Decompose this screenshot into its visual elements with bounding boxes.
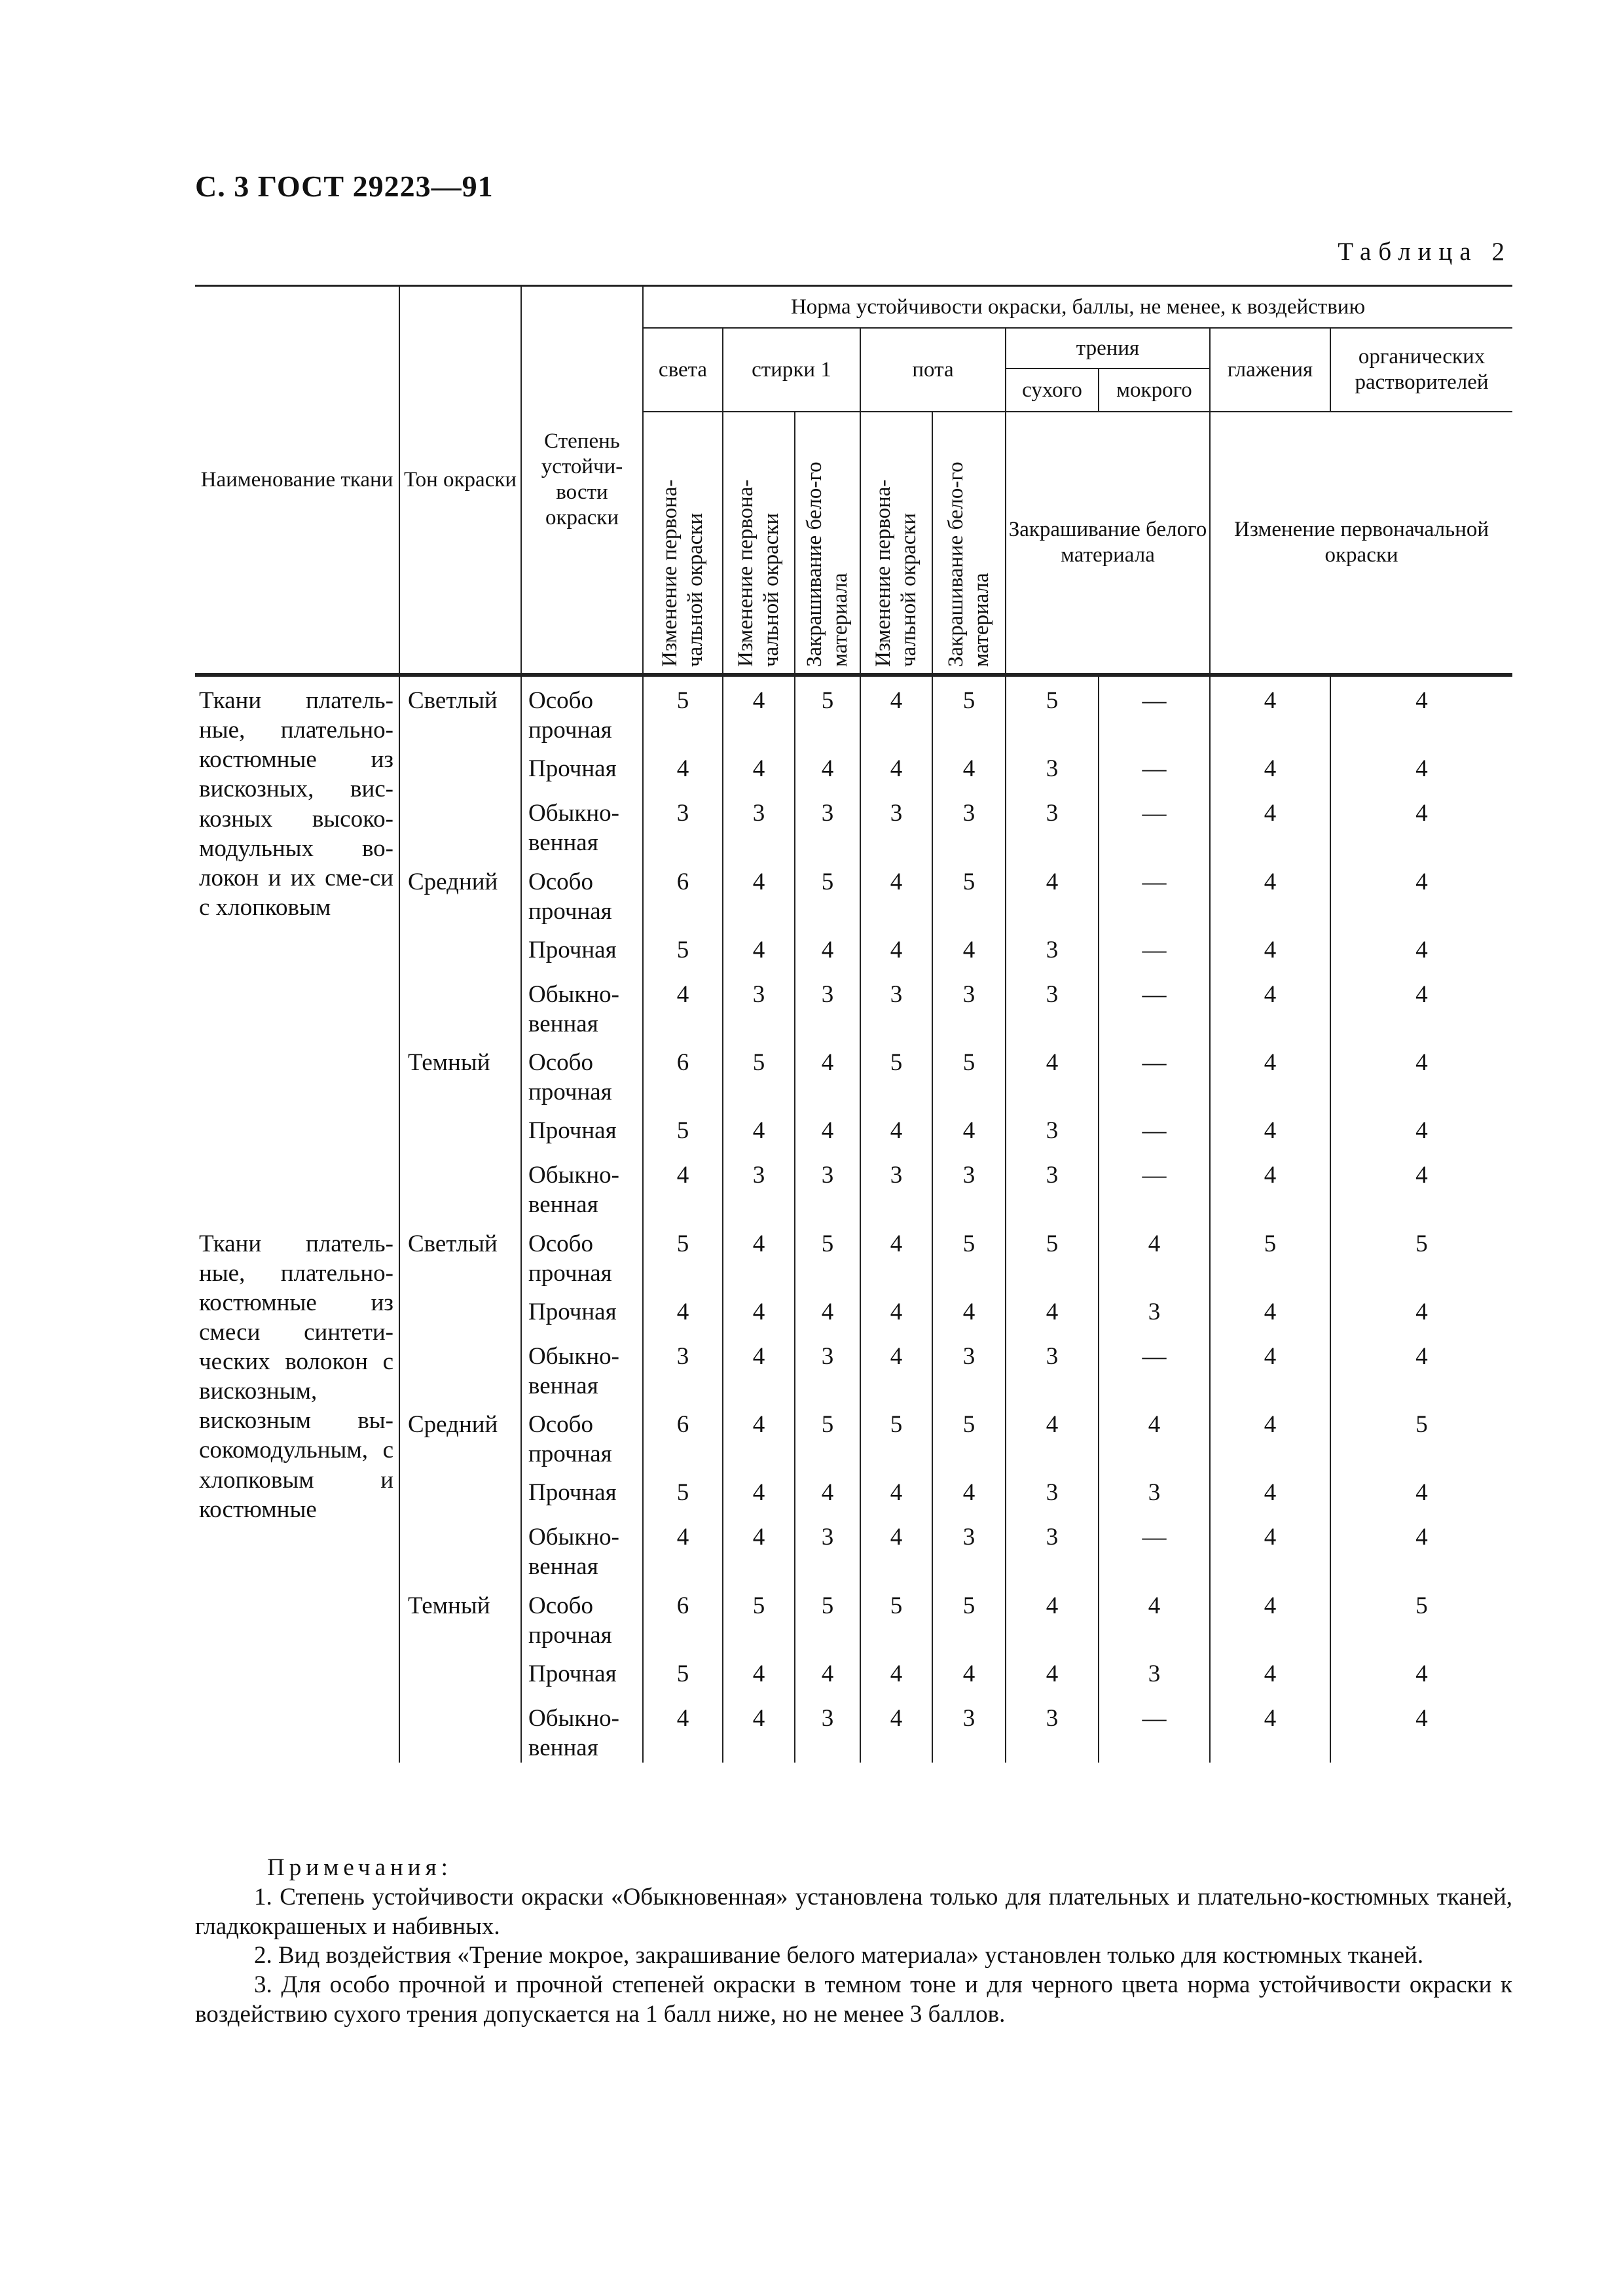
- value-cell-rub-wet: —: [1099, 1695, 1210, 1763]
- value-cell-solvents: 4: [1330, 1333, 1512, 1401]
- value-cell-rub-wet: —: [1099, 926, 1210, 971]
- value-cell-rub-dry: 3: [1006, 1695, 1099, 1763]
- value-cell-sweat-change: 3: [860, 1151, 932, 1219]
- value-cell-sweat-stain: 4: [932, 745, 1006, 789]
- value-cell-sweat-stain: 4: [932, 1650, 1006, 1695]
- page-header: С. 3 ГОСТ 29223—91: [195, 170, 494, 203]
- degree-cell: Обыкно-венная: [521, 789, 643, 857]
- value-cell-wash-change: 4: [723, 1401, 795, 1469]
- value-cell-ironing: 4: [1210, 1582, 1330, 1650]
- value-cell-sweat-stain: 3: [932, 971, 1006, 1039]
- tone-cell: Средний: [399, 858, 521, 1039]
- degree-cell: Особо прочная: [521, 675, 643, 745]
- value-cell-light-change: 4: [643, 971, 723, 1039]
- degree-cell: Обыкно-венная: [521, 1513, 643, 1581]
- value-cell-light-change: 6: [643, 1401, 723, 1469]
- value-cell-solvents: 4: [1330, 789, 1512, 857]
- value-cell-rub-wet: —: [1099, 858, 1210, 926]
- value-cell-ironing: 4: [1210, 926, 1330, 971]
- table-row: [195, 1220, 1512, 1288]
- value-cell-sweat-stain: 3: [932, 1151, 1006, 1219]
- value-cell-rub-wet: —: [1099, 1039, 1210, 1107]
- value-cell-ironing: 4: [1210, 1401, 1330, 1469]
- header-fabric-name: Наименование ткани: [195, 286, 399, 675]
- value-cell-sweat-stain: 5: [932, 1039, 1006, 1107]
- value-cell-light-change: 4: [643, 1513, 723, 1581]
- fabric-name-cell: Ткани платель-ные, плательно-костюмные из вискозных, вис-козных высоко-модульных во-локон и их сме-си с хлопковым: [195, 675, 399, 1220]
- value-cell-sweat-change: 4: [860, 745, 932, 789]
- value-cell-ironing: 4: [1210, 745, 1330, 789]
- value-cell-wash-change: 4: [723, 858, 795, 926]
- value-cell-rub-wet: —: [1099, 789, 1210, 857]
- value-cell-wash-change: 5: [723, 1582, 795, 1650]
- value-cell-sweat-change: 3: [860, 789, 932, 857]
- value-cell-solvents: 4: [1330, 675, 1512, 745]
- header-change-sweat: Изменение первона-чальной окраски: [860, 412, 932, 675]
- tone-cell: Темный: [399, 1039, 521, 1220]
- value-cell-ironing: 4: [1210, 1151, 1330, 1219]
- value-cell-sweat-stain: 5: [932, 1220, 1006, 1288]
- value-cell-light-change: 5: [643, 1107, 723, 1151]
- value-cell-light-change: 3: [643, 1333, 723, 1401]
- value-cell-sweat-change: 5: [860, 1401, 932, 1469]
- degree-cell: Особо прочная: [521, 1039, 643, 1107]
- value-cell-wash-stain: 3: [795, 1151, 860, 1219]
- value-cell-wash-change: 4: [723, 1513, 795, 1581]
- degree-cell: Обыкно-венная: [521, 971, 643, 1039]
- value-cell-wash-change: 4: [723, 745, 795, 789]
- value-cell-solvents: 4: [1330, 1695, 1512, 1763]
- degree-cell: Особо прочная: [521, 1401, 643, 1469]
- value-cell-wash-change: 4: [723, 1469, 795, 1513]
- value-cell-wash-stain: 4: [795, 1288, 860, 1333]
- value-cell-sweat-change: 4: [860, 858, 932, 926]
- value-cell-wash-change: 3: [723, 971, 795, 1039]
- degree-cell: Особо прочная: [521, 858, 643, 926]
- value-cell-light-change: 5: [643, 926, 723, 971]
- tone-cell: Светлый: [399, 1220, 521, 1401]
- value-cell-rub-wet: 3: [1099, 1469, 1210, 1513]
- value-cell-light-change: 6: [643, 858, 723, 926]
- value-cell-sweat-change: 5: [860, 1039, 932, 1107]
- value-cell-light-change: 5: [643, 675, 723, 745]
- degree-cell: Прочная: [521, 1650, 643, 1695]
- value-cell-ironing: 4: [1210, 1513, 1330, 1581]
- table-caption: Таблица 2: [1338, 238, 1512, 266]
- value-cell-wash-stain: 5: [795, 1582, 860, 1650]
- value-cell-solvents: 4: [1330, 858, 1512, 926]
- header-stain-rubbing: Закрашивание белого материала: [1006, 412, 1210, 675]
- value-cell-solvents: 4: [1330, 971, 1512, 1039]
- degree-cell: Прочная: [521, 926, 643, 971]
- value-cell-solvents: 4: [1330, 1650, 1512, 1695]
- header-washing: стирки 1: [723, 328, 860, 412]
- value-cell-wash-change: 3: [723, 1151, 795, 1219]
- value-cell-rub-wet: —: [1099, 1513, 1210, 1581]
- value-cell-rub-dry: 3: [1006, 1513, 1099, 1581]
- value-cell-solvents: 4: [1330, 1288, 1512, 1333]
- value-cell-wash-stain: 3: [795, 1333, 860, 1401]
- value-cell-wash-change: 4: [723, 1695, 795, 1763]
- value-cell-rub-dry: 3: [1006, 1469, 1099, 1513]
- tone-cell: Средний: [399, 1401, 521, 1582]
- value-cell-sweat-change: 4: [860, 1288, 932, 1333]
- value-cell-rub-wet: 4: [1099, 1582, 1210, 1650]
- value-cell-sweat-change: 4: [860, 1333, 932, 1401]
- value-cell-sweat-stain: 5: [932, 1582, 1006, 1650]
- notes: [195, 1854, 1512, 2030]
- value-cell-sweat-change: 4: [860, 1107, 932, 1151]
- header-solvents: органических растворителей: [1330, 328, 1512, 412]
- header-change-light: Изменение первона-чальной окраски: [643, 412, 723, 675]
- value-cell-wash-change: 4: [723, 1288, 795, 1333]
- header-tone: Тон окраски: [399, 286, 521, 675]
- value-cell-wash-change: 5: [723, 1039, 795, 1107]
- degree-cell: Прочная: [521, 1107, 643, 1151]
- value-cell-rub-wet: —: [1099, 1333, 1210, 1401]
- value-cell-ironing: 4: [1210, 1650, 1330, 1695]
- value-cell-wash-change: 4: [723, 1650, 795, 1695]
- norms-table: [195, 285, 1512, 1763]
- value-cell-ironing: 4: [1210, 1333, 1330, 1401]
- value-cell-wash-change: 4: [723, 1220, 795, 1288]
- value-cell-wash-change: 4: [723, 1333, 795, 1401]
- value-cell-solvents: 4: [1330, 1039, 1512, 1107]
- notes-title: Примечания:: [267, 1854, 452, 1881]
- note-2: 2. Вид воздействия «Трение мокрое, закрашивание белого материала» установлен только для костюмных тканей.: [254, 1942, 1424, 1969]
- value-cell-rub-wet: 3: [1099, 1650, 1210, 1695]
- value-cell-ironing: 4: [1210, 1469, 1330, 1513]
- value-cell-rub-dry: 3: [1006, 1333, 1099, 1401]
- value-cell-rub-wet: 4: [1099, 1220, 1210, 1288]
- value-cell-sweat-change: 3: [860, 971, 932, 1039]
- value-cell-wash-stain: 4: [795, 1039, 860, 1107]
- value-cell-solvents: 5: [1330, 1220, 1512, 1288]
- degree-cell: Обыкно-венная: [521, 1695, 643, 1763]
- value-cell-rub-wet: —: [1099, 675, 1210, 745]
- value-cell-light-change: 3: [643, 789, 723, 857]
- value-cell-light-change: 4: [643, 1695, 723, 1763]
- value-cell-wash-stain: 5: [795, 858, 860, 926]
- value-cell-wash-stain: 5: [795, 1220, 860, 1288]
- value-cell-wash-change: 4: [723, 675, 795, 745]
- value-cell-solvents: 5: [1330, 1401, 1512, 1469]
- value-cell-wash-stain: 4: [795, 745, 860, 789]
- value-cell-rub-dry: 4: [1006, 1288, 1099, 1333]
- value-cell-rub-wet: 4: [1099, 1401, 1210, 1469]
- value-cell-solvents: 4: [1330, 1107, 1512, 1151]
- value-cell-sweat-stain: 5: [932, 858, 1006, 926]
- fabric-name-cell: Ткани платель-ные, плательно-костюмные из смеси синтети-ческих волокон с вискозным, вискозным вы-сокомодульным, с хлопковым и костюмные: [195, 1220, 399, 1763]
- value-cell-ironing: 4: [1210, 858, 1330, 926]
- header-stain-wash: Закрашивание бело-го материала: [795, 412, 860, 675]
- value-cell-ironing: 4: [1210, 1107, 1330, 1151]
- degree-cell: Обыкно-венная: [521, 1333, 643, 1401]
- value-cell-sweat-stain: 4: [932, 1469, 1006, 1513]
- value-cell-rub-dry: 5: [1006, 1220, 1099, 1288]
- value-cell-solvents: 4: [1330, 745, 1512, 789]
- value-cell-light-change: 6: [643, 1582, 723, 1650]
- value-cell-wash-change: 4: [723, 926, 795, 971]
- value-cell-ironing: 4: [1210, 1695, 1330, 1763]
- value-cell-sweat-change: 4: [860, 675, 932, 745]
- note-3: 3. Для особо прочной и прочной степеней окраски в темном тоне и для черного цвета норма устойчивости окраски к воздействию сухого трения допускается на 1 балл ниже, но не менее 3 баллов.: [195, 1971, 1512, 2028]
- tone-cell: Светлый: [399, 675, 521, 858]
- value-cell-ironing: 4: [1210, 971, 1330, 1039]
- degree-cell: Прочная: [521, 1469, 643, 1513]
- value-cell-rub-dry: 3: [1006, 1151, 1099, 1219]
- value-cell-rub-dry: 4: [1006, 1401, 1099, 1469]
- value-cell-rub-dry: 4: [1006, 1582, 1099, 1650]
- value-cell-solvents: 4: [1330, 1513, 1512, 1581]
- header-sweat: пота: [860, 328, 1006, 412]
- value-cell-sweat-stain: 5: [932, 675, 1006, 745]
- value-cell-wash-stain: 4: [795, 1107, 860, 1151]
- degree-cell: Обыкно-венная: [521, 1151, 643, 1219]
- degree-cell: Особо прочная: [521, 1582, 643, 1650]
- value-cell-solvents: 4: [1330, 1469, 1512, 1513]
- value-cell-sweat-change: 4: [860, 1469, 932, 1513]
- value-cell-light-change: 5: [643, 1650, 723, 1695]
- value-cell-ironing: 4: [1210, 675, 1330, 745]
- value-cell-light-change: 4: [643, 745, 723, 789]
- value-cell-wash-stain: 3: [795, 1695, 860, 1763]
- value-cell-rub-dry: 4: [1006, 1650, 1099, 1695]
- value-cell-wash-stain: 4: [795, 1650, 860, 1695]
- value-cell-sweat-stain: 4: [932, 1107, 1006, 1151]
- value-cell-wash-stain: 5: [795, 675, 860, 745]
- header-light: света: [643, 328, 723, 412]
- value-cell-rub-dry: 3: [1006, 745, 1099, 789]
- value-cell-solvents: 5: [1330, 1582, 1512, 1650]
- header-rubbing-wet: мокрого: [1099, 368, 1210, 412]
- value-cell-wash-stain: 4: [795, 1469, 860, 1513]
- degree-cell: Особо прочная: [521, 1220, 643, 1288]
- header-change-ironing-solvents: Изменение первоначальной окраски: [1210, 412, 1512, 675]
- value-cell-rub-wet: —: [1099, 1107, 1210, 1151]
- value-cell-sweat-stain: 5: [932, 1401, 1006, 1469]
- value-cell-ironing: 4: [1210, 1288, 1330, 1333]
- note-1: 1. Степень устойчивости окраски «Обыкновенная» установлена только для плательных и плательно-костюмных тканей, гладкокрашеных и набивных.: [195, 1883, 1512, 1940]
- value-cell-ironing: 4: [1210, 1039, 1330, 1107]
- value-cell-rub-wet: —: [1099, 1151, 1210, 1219]
- header-stain-sweat: Закрашивание бело-го материала: [932, 412, 1006, 675]
- value-cell-rub-wet: 3: [1099, 1288, 1210, 1333]
- value-cell-sweat-change: 4: [860, 1220, 932, 1288]
- value-cell-rub-dry: 5: [1006, 675, 1099, 745]
- value-cell-sweat-stain: 4: [932, 1288, 1006, 1333]
- value-cell-sweat-stain: 4: [932, 926, 1006, 971]
- value-cell-wash-stain: 5: [795, 1401, 860, 1469]
- value-cell-ironing: 4: [1210, 789, 1330, 857]
- value-cell-sweat-stain: 3: [932, 789, 1006, 857]
- header-degree: Степень устойчи-вости окраски: [521, 286, 643, 675]
- value-cell-wash-stain: 3: [795, 971, 860, 1039]
- value-cell-wash-stain: 4: [795, 926, 860, 971]
- header-norm-group: Норма устойчивости окраски, баллы, не менее, к воздействию: [643, 286, 1512, 329]
- value-cell-ironing: 5: [1210, 1220, 1330, 1288]
- value-cell-rub-wet: —: [1099, 745, 1210, 789]
- value-cell-rub-dry: 3: [1006, 1107, 1099, 1151]
- value-cell-light-change: 4: [643, 1151, 723, 1219]
- header-change-wash: Изменение первона-чальной окраски: [723, 412, 795, 675]
- value-cell-sweat-change: 5: [860, 1582, 932, 1650]
- value-cell-light-change: 4: [643, 1288, 723, 1333]
- value-cell-wash-stain: 3: [795, 789, 860, 857]
- value-cell-light-change: 6: [643, 1039, 723, 1107]
- value-cell-light-change: 5: [643, 1469, 723, 1513]
- degree-cell: Прочная: [521, 1288, 643, 1333]
- value-cell-solvents: 4: [1330, 1151, 1512, 1219]
- value-cell-sweat-change: 4: [860, 1513, 932, 1581]
- value-cell-sweat-change: 4: [860, 926, 932, 971]
- value-cell-light-change: 5: [643, 1220, 723, 1288]
- header-rubbing-dry: сухого: [1006, 368, 1099, 412]
- table-body: [195, 675, 1512, 1763]
- value-cell-rub-dry: 3: [1006, 789, 1099, 857]
- value-cell-rub-dry: 3: [1006, 971, 1099, 1039]
- header-ironing: глажения: [1210, 328, 1330, 412]
- value-cell-wash-change: 3: [723, 789, 795, 857]
- value-cell-sweat-stain: 3: [932, 1513, 1006, 1581]
- value-cell-sweat-stain: 3: [932, 1333, 1006, 1401]
- header-rubbing: трения: [1006, 328, 1210, 368]
- value-cell-rub-wet: —: [1099, 971, 1210, 1039]
- value-cell-wash-change: 4: [723, 1107, 795, 1151]
- value-cell-sweat-stain: 3: [932, 1695, 1006, 1763]
- value-cell-wash-stain: 3: [795, 1513, 860, 1581]
- value-cell-rub-dry: 3: [1006, 926, 1099, 971]
- tone-cell: Темный: [399, 1582, 521, 1763]
- degree-cell: Прочная: [521, 745, 643, 789]
- table-row: [195, 675, 1512, 745]
- value-cell-solvents: 4: [1330, 926, 1512, 971]
- value-cell-rub-dry: 4: [1006, 1039, 1099, 1107]
- value-cell-sweat-change: 4: [860, 1650, 932, 1695]
- value-cell-sweat-change: 4: [860, 1695, 932, 1763]
- value-cell-rub-dry: 4: [1006, 858, 1099, 926]
